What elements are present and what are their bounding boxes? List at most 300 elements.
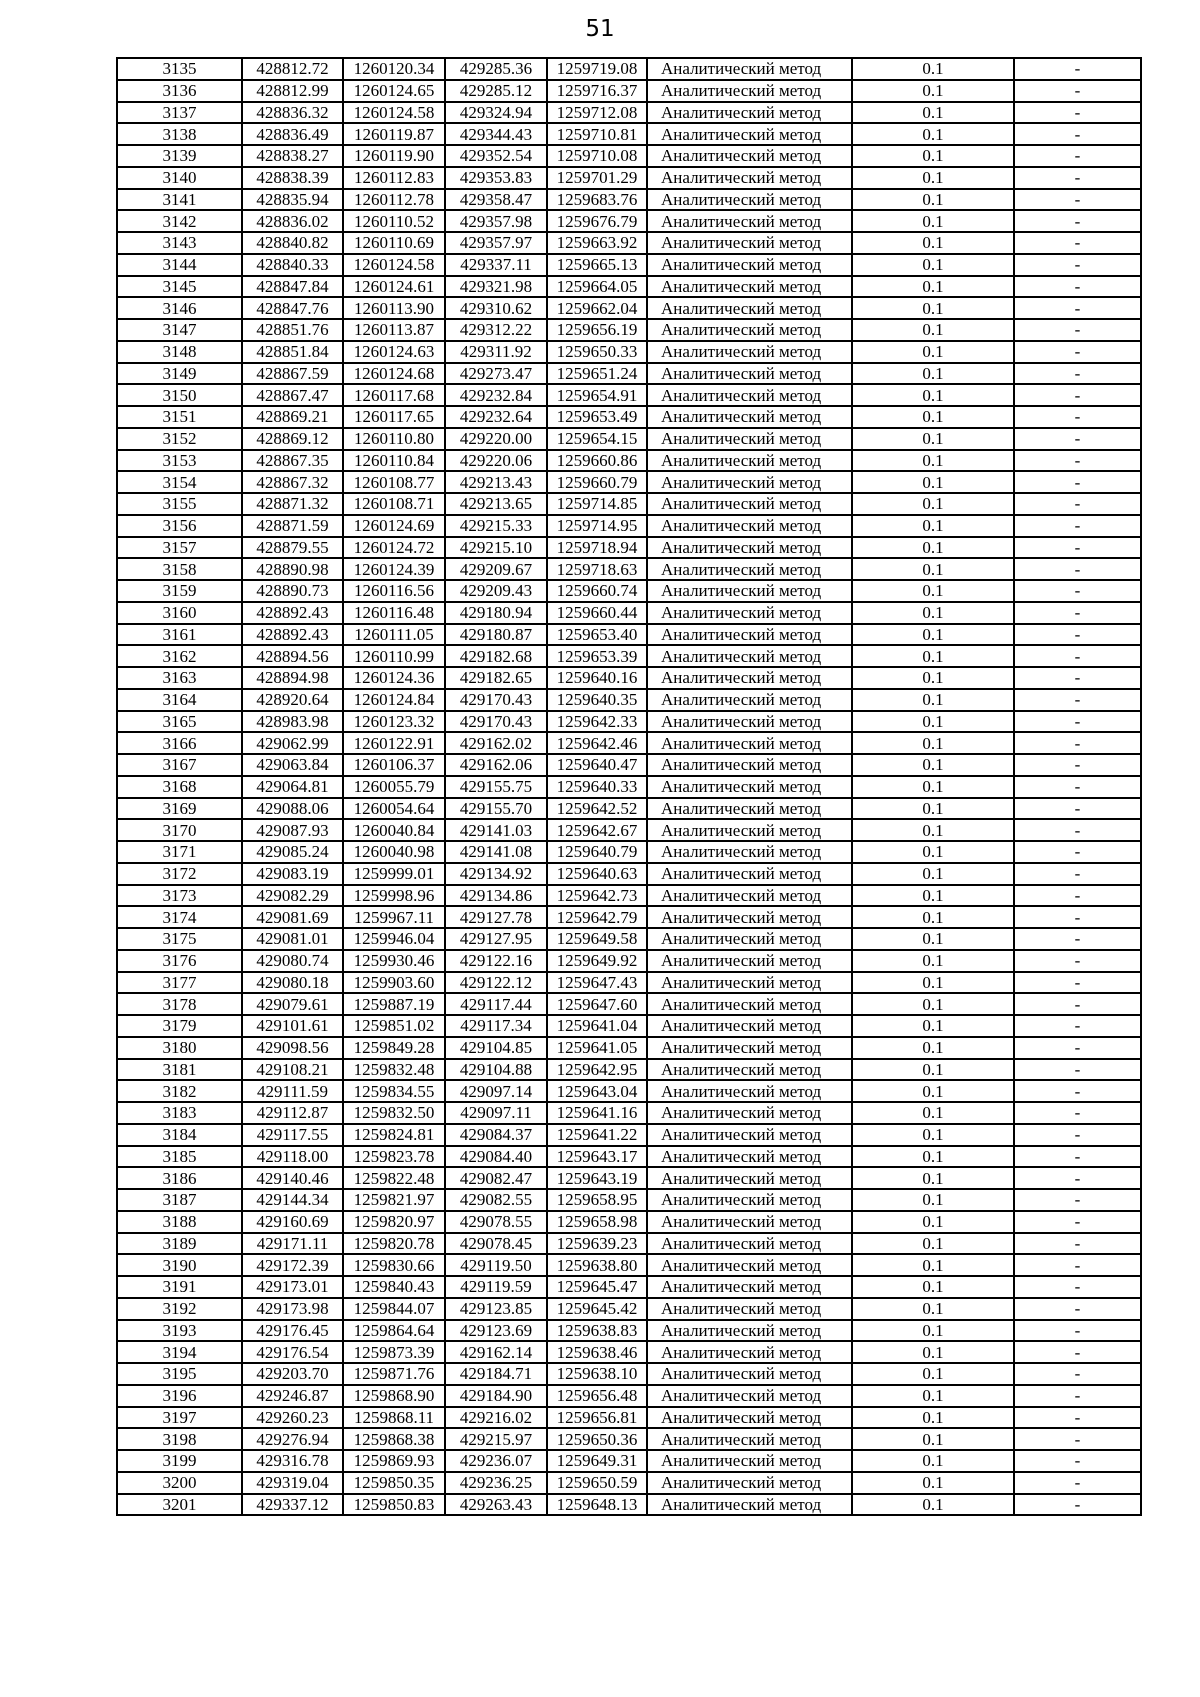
x1-cell: 429085.24 [242, 841, 343, 863]
y2-cell: 1259641.04 [547, 1015, 647, 1037]
y2-cell: 1259647.43 [547, 972, 647, 994]
accuracy-cell: 0.1 [852, 841, 1014, 863]
y2-cell: 1259653.39 [547, 645, 647, 667]
accuracy-cell: 0.1 [852, 1276, 1014, 1298]
x1-cell: 428890.73 [242, 580, 343, 602]
x1-cell: 429081.01 [242, 928, 343, 950]
y1-cell: 1260124.84 [343, 689, 445, 711]
table-row [117, 1407, 1141, 1429]
y2-cell: 1259654.91 [547, 384, 647, 406]
accuracy-cell: 0.1 [852, 1211, 1014, 1233]
method-cell: Аналитический метод [647, 1167, 852, 1189]
accuracy-cell: 0.1 [852, 667, 1014, 689]
y2-cell: 1259719.08 [547, 58, 647, 80]
y2-cell: 1259641.16 [547, 1102, 647, 1124]
x2-cell: 429209.43 [445, 580, 547, 602]
x1-cell: 429171.11 [242, 1233, 343, 1255]
x2-cell: 429353.83 [445, 167, 547, 189]
table-row [117, 189, 1141, 211]
x1-cell: 429064.81 [242, 776, 343, 798]
point-number-cell: 3177 [117, 972, 242, 994]
x2-cell: 429209.67 [445, 558, 547, 580]
note-cell: - [1014, 167, 1141, 189]
x2-cell: 429127.78 [445, 906, 547, 928]
method-cell: Аналитический метод [647, 645, 852, 667]
note-cell: - [1014, 384, 1141, 406]
accuracy-cell: 0.1 [852, 80, 1014, 102]
point-number-cell: 3159 [117, 580, 242, 602]
accuracy-cell: 0.1 [852, 754, 1014, 776]
note-cell: - [1014, 624, 1141, 646]
x2-cell: 429216.02 [445, 1407, 547, 1429]
point-number-cell: 3148 [117, 341, 242, 363]
y2-cell: 1259660.44 [547, 602, 647, 624]
method-cell: Аналитический метод [647, 776, 852, 798]
x2-cell: 429344.43 [445, 123, 547, 145]
accuracy-cell: 0.1 [852, 428, 1014, 450]
note-cell: - [1014, 776, 1141, 798]
method-cell: Аналитический метод [647, 1276, 852, 1298]
y2-cell: 1259648.13 [547, 1494, 647, 1516]
method-cell: Аналитический метод [647, 885, 852, 907]
point-number-cell: 3197 [117, 1407, 242, 1429]
accuracy-cell: 0.1 [852, 1080, 1014, 1102]
accuracy-cell: 0.1 [852, 776, 1014, 798]
y1-cell: 1259830.66 [343, 1254, 445, 1276]
point-number-cell: 3163 [117, 667, 242, 689]
y1-cell: 1259820.97 [343, 1211, 445, 1233]
y1-cell: 1260116.48 [343, 602, 445, 624]
point-number-cell: 3170 [117, 819, 242, 841]
x2-cell: 429180.87 [445, 624, 547, 646]
table-row [117, 819, 1141, 841]
table-row [117, 1320, 1141, 1342]
x1-cell: 428847.76 [242, 297, 343, 319]
table-row [117, 732, 1141, 754]
x1-cell: 428871.59 [242, 515, 343, 537]
note-cell: - [1014, 1472, 1141, 1494]
method-cell: Аналитический метод [647, 1015, 852, 1037]
x2-cell: 429337.11 [445, 254, 547, 276]
y2-cell: 1259650.59 [547, 1472, 647, 1494]
y1-cell: 1260117.65 [343, 406, 445, 428]
y2-cell: 1259638.46 [547, 1341, 647, 1363]
table-row [117, 1276, 1141, 1298]
table-row [117, 1124, 1141, 1146]
table-row [117, 1102, 1141, 1124]
point-number-cell: 3194 [117, 1341, 242, 1363]
y2-cell: 1259640.16 [547, 667, 647, 689]
y2-cell: 1259640.33 [547, 776, 647, 798]
y2-cell: 1259649.58 [547, 928, 647, 950]
note-cell: - [1014, 123, 1141, 145]
point-number-cell: 3184 [117, 1124, 242, 1146]
note-cell: - [1014, 689, 1141, 711]
note-cell: - [1014, 1428, 1141, 1450]
note-cell: - [1014, 1407, 1141, 1429]
y1-cell: 1260122.91 [343, 732, 445, 754]
y1-cell: 1259832.50 [343, 1102, 445, 1124]
x1-cell: 429087.93 [242, 819, 343, 841]
accuracy-cell: 0.1 [852, 406, 1014, 428]
note-cell: - [1014, 406, 1141, 428]
x2-cell: 429232.64 [445, 406, 547, 428]
y1-cell: 1260119.87 [343, 123, 445, 145]
x1-cell: 428838.39 [242, 167, 343, 189]
x1-cell: 429140.46 [242, 1167, 343, 1189]
y1-cell: 1259822.48 [343, 1167, 445, 1189]
x2-cell: 429119.59 [445, 1276, 547, 1298]
y1-cell: 1260108.71 [343, 493, 445, 515]
method-cell: Аналитический метод [647, 1102, 852, 1124]
x1-cell: 428894.56 [242, 645, 343, 667]
y2-cell: 1259656.81 [547, 1407, 647, 1429]
x1-cell: 429172.39 [242, 1254, 343, 1276]
x1-cell: 428894.98 [242, 667, 343, 689]
y1-cell: 1259967.11 [343, 906, 445, 928]
y2-cell: 1259640.79 [547, 841, 647, 863]
y1-cell: 1259873.39 [343, 1341, 445, 1363]
note-cell: - [1014, 645, 1141, 667]
point-number-cell: 3165 [117, 711, 242, 733]
table-row [117, 1298, 1141, 1320]
x1-cell: 428851.76 [242, 319, 343, 341]
table-row [117, 58, 1141, 80]
table-row [117, 102, 1141, 124]
y1-cell: 1259869.93 [343, 1450, 445, 1472]
accuracy-cell: 0.1 [852, 928, 1014, 950]
x2-cell: 429134.86 [445, 885, 547, 907]
x1-cell: 429176.45 [242, 1320, 343, 1342]
x1-cell: 428836.32 [242, 102, 343, 124]
y1-cell: 1259821.97 [343, 1189, 445, 1211]
x2-cell: 429084.40 [445, 1146, 547, 1168]
x1-cell: 428890.98 [242, 558, 343, 580]
y2-cell: 1259665.13 [547, 254, 647, 276]
note-cell: - [1014, 80, 1141, 102]
y2-cell: 1259642.52 [547, 798, 647, 820]
x1-cell: 428871.32 [242, 493, 343, 515]
point-number-cell: 3137 [117, 102, 242, 124]
y2-cell: 1259643.04 [547, 1080, 647, 1102]
method-cell: Аналитический метод [647, 667, 852, 689]
x2-cell: 429232.84 [445, 384, 547, 406]
y1-cell: 1259930.46 [343, 950, 445, 972]
y1-cell: 1259887.19 [343, 993, 445, 1015]
accuracy-cell: 0.1 [852, 276, 1014, 298]
note-cell: - [1014, 1015, 1141, 1037]
y1-cell: 1260124.68 [343, 363, 445, 385]
accuracy-cell: 0.1 [852, 1124, 1014, 1146]
y1-cell: 1260124.58 [343, 254, 445, 276]
accuracy-cell: 0.1 [852, 1494, 1014, 1516]
y2-cell: 1259718.63 [547, 558, 647, 580]
x1-cell: 428836.02 [242, 210, 343, 232]
x2-cell: 429122.16 [445, 950, 547, 972]
accuracy-cell: 0.1 [852, 863, 1014, 885]
y1-cell: 1260110.80 [343, 428, 445, 450]
point-number-cell: 3138 [117, 123, 242, 145]
y2-cell: 1259638.10 [547, 1363, 647, 1385]
note-cell: - [1014, 341, 1141, 363]
y1-cell: 1260124.72 [343, 537, 445, 559]
x1-cell: 429081.69 [242, 906, 343, 928]
y1-cell: 1259850.35 [343, 1472, 445, 1494]
y2-cell: 1259638.83 [547, 1320, 647, 1342]
x2-cell: 429352.54 [445, 145, 547, 167]
accuracy-cell: 0.1 [852, 1450, 1014, 1472]
note-cell: - [1014, 1450, 1141, 1472]
x1-cell: 428840.33 [242, 254, 343, 276]
note-cell: - [1014, 1298, 1141, 1320]
point-number-cell: 3181 [117, 1059, 242, 1081]
y2-cell: 1259676.79 [547, 210, 647, 232]
note-cell: - [1014, 1037, 1141, 1059]
method-cell: Аналитический метод [647, 928, 852, 950]
x2-cell: 429310.62 [445, 297, 547, 319]
table-row [117, 711, 1141, 733]
y1-cell: 1259864.64 [343, 1320, 445, 1342]
accuracy-cell: 0.1 [852, 515, 1014, 537]
x1-cell: 429144.34 [242, 1189, 343, 1211]
method-cell: Аналитический метод [647, 972, 852, 994]
table-row [117, 885, 1141, 907]
x2-cell: 429155.75 [445, 776, 547, 798]
y2-cell: 1259642.73 [547, 885, 647, 907]
note-cell: - [1014, 711, 1141, 733]
note-cell: - [1014, 319, 1141, 341]
accuracy-cell: 0.1 [852, 1059, 1014, 1081]
point-number-cell: 3179 [117, 1015, 242, 1037]
y1-cell: 1259823.78 [343, 1146, 445, 1168]
x2-cell: 429117.44 [445, 993, 547, 1015]
x1-cell: 429276.94 [242, 1428, 343, 1450]
x2-cell: 429170.43 [445, 711, 547, 733]
table-row [117, 276, 1141, 298]
method-cell: Аналитический метод [647, 384, 852, 406]
accuracy-cell: 0.1 [852, 798, 1014, 820]
y2-cell: 1259643.17 [547, 1146, 647, 1168]
coordinates-table [116, 57, 1142, 1516]
method-cell: Аналитический метод [647, 950, 852, 972]
y2-cell: 1259649.31 [547, 1450, 647, 1472]
x2-cell: 429358.47 [445, 189, 547, 211]
y1-cell: 1259998.96 [343, 885, 445, 907]
x2-cell: 429078.55 [445, 1211, 547, 1233]
table-row [117, 798, 1141, 820]
accuracy-cell: 0.1 [852, 1428, 1014, 1450]
method-cell: Аналитический метод [647, 1320, 852, 1342]
point-number-cell: 3182 [117, 1080, 242, 1102]
y2-cell: 1259712.08 [547, 102, 647, 124]
x2-cell: 429357.98 [445, 210, 547, 232]
y2-cell: 1259649.92 [547, 950, 647, 972]
accuracy-cell: 0.1 [852, 341, 1014, 363]
note-cell: - [1014, 471, 1141, 493]
table-row [117, 1167, 1141, 1189]
y1-cell: 1260112.78 [343, 189, 445, 211]
method-cell: Аналитический метод [647, 732, 852, 754]
y2-cell: 1259716.37 [547, 80, 647, 102]
accuracy-cell: 0.1 [852, 1385, 1014, 1407]
note-cell: - [1014, 993, 1141, 1015]
x2-cell: 429220.06 [445, 450, 547, 472]
method-cell: Аналитический метод [647, 1233, 852, 1255]
table-row [117, 841, 1141, 863]
y2-cell: 1259643.19 [547, 1167, 647, 1189]
method-cell: Аналитический метод [647, 1211, 852, 1233]
accuracy-cell: 0.1 [852, 689, 1014, 711]
note-cell: - [1014, 1102, 1141, 1124]
x2-cell: 429236.25 [445, 1472, 547, 1494]
y2-cell: 1259656.48 [547, 1385, 647, 1407]
y2-cell: 1259642.67 [547, 819, 647, 841]
y1-cell: 1259844.07 [343, 1298, 445, 1320]
accuracy-cell: 0.1 [852, 363, 1014, 385]
accuracy-cell: 0.1 [852, 1407, 1014, 1429]
x1-cell: 428812.99 [242, 80, 343, 102]
y1-cell: 1260123.32 [343, 711, 445, 733]
table-row [117, 1385, 1141, 1407]
y1-cell: 1260040.98 [343, 841, 445, 863]
point-number-cell: 3183 [117, 1102, 242, 1124]
y2-cell: 1259642.95 [547, 1059, 647, 1081]
x2-cell: 429123.85 [445, 1298, 547, 1320]
point-number-cell: 3189 [117, 1233, 242, 1255]
x1-cell: 428920.64 [242, 689, 343, 711]
table-row [117, 80, 1141, 102]
note-cell: - [1014, 1494, 1141, 1516]
table-row [117, 972, 1141, 994]
point-number-cell: 3144 [117, 254, 242, 276]
y2-cell: 1259662.04 [547, 297, 647, 319]
x2-cell: 429215.10 [445, 537, 547, 559]
note-cell: - [1014, 189, 1141, 211]
table-row [117, 450, 1141, 472]
accuracy-cell: 0.1 [852, 471, 1014, 493]
y2-cell: 1259710.81 [547, 123, 647, 145]
note-cell: - [1014, 102, 1141, 124]
accuracy-cell: 0.1 [852, 1298, 1014, 1320]
table-row [117, 1189, 1141, 1211]
y1-cell: 1259903.60 [343, 972, 445, 994]
note-cell: - [1014, 863, 1141, 885]
y1-cell: 1260124.39 [343, 558, 445, 580]
method-cell: Аналитический метод [647, 624, 852, 646]
y2-cell: 1259658.95 [547, 1189, 647, 1211]
x2-cell: 429213.43 [445, 471, 547, 493]
x2-cell: 429078.45 [445, 1233, 547, 1255]
point-number-cell: 3147 [117, 319, 242, 341]
y1-cell: 1259851.02 [343, 1015, 445, 1037]
y2-cell: 1259653.40 [547, 624, 647, 646]
y2-cell: 1259654.15 [547, 428, 647, 450]
point-number-cell: 3198 [117, 1428, 242, 1450]
point-number-cell: 3152 [117, 428, 242, 450]
note-cell: - [1014, 1254, 1141, 1276]
x2-cell: 429311.92 [445, 341, 547, 363]
y2-cell: 1259664.05 [547, 276, 647, 298]
note-cell: - [1014, 1211, 1141, 1233]
method-cell: Аналитический метод [647, 1059, 852, 1081]
table-row [117, 1015, 1141, 1037]
point-number-cell: 3196 [117, 1385, 242, 1407]
x1-cell: 429063.84 [242, 754, 343, 776]
table-row [117, 1472, 1141, 1494]
y2-cell: 1259642.46 [547, 732, 647, 754]
note-cell: - [1014, 1146, 1141, 1168]
note-cell: - [1014, 363, 1141, 385]
x2-cell: 429127.95 [445, 928, 547, 950]
x1-cell: 428867.59 [242, 363, 343, 385]
method-cell: Аналитический метод [647, 906, 852, 928]
y1-cell: 1260113.87 [343, 319, 445, 341]
accuracy-cell: 0.1 [852, 145, 1014, 167]
note-cell: - [1014, 515, 1141, 537]
method-cell: Аналитический метод [647, 1189, 852, 1211]
method-cell: Аналитический метод [647, 80, 852, 102]
method-cell: Аналитический метод [647, 993, 852, 1015]
y2-cell: 1259683.76 [547, 189, 647, 211]
y1-cell: 1259832.48 [343, 1059, 445, 1081]
point-number-cell: 3154 [117, 471, 242, 493]
point-number-cell: 3201 [117, 1494, 242, 1516]
method-cell: Аналитический метод [647, 232, 852, 254]
note-cell: - [1014, 1341, 1141, 1363]
y2-cell: 1259647.60 [547, 993, 647, 1015]
method-cell: Аналитический метод [647, 450, 852, 472]
y2-cell: 1259663.92 [547, 232, 647, 254]
accuracy-cell: 0.1 [852, 1015, 1014, 1037]
y1-cell: 1260117.68 [343, 384, 445, 406]
point-number-cell: 3161 [117, 624, 242, 646]
accuracy-cell: 0.1 [852, 819, 1014, 841]
y1-cell: 1259868.38 [343, 1428, 445, 1450]
table-row [117, 1037, 1141, 1059]
method-cell: Аналитический метод [647, 210, 852, 232]
table-row [117, 1363, 1141, 1385]
method-cell: Аналитический метод [647, 1450, 852, 1472]
point-number-cell: 3191 [117, 1276, 242, 1298]
note-cell: - [1014, 1276, 1141, 1298]
table-body [117, 58, 1141, 1515]
x2-cell: 429184.71 [445, 1363, 547, 1385]
y1-cell: 1259824.81 [343, 1124, 445, 1146]
table-row [117, 1254, 1141, 1276]
y1-cell: 1260124.63 [343, 341, 445, 363]
x2-cell: 429321.98 [445, 276, 547, 298]
y1-cell: 1260110.99 [343, 645, 445, 667]
x2-cell: 429357.97 [445, 232, 547, 254]
point-number-cell: 3142 [117, 210, 242, 232]
x2-cell: 429182.68 [445, 645, 547, 667]
x1-cell: 429112.87 [242, 1102, 343, 1124]
y1-cell: 1260113.90 [343, 297, 445, 319]
note-cell: - [1014, 1189, 1141, 1211]
y2-cell: 1259653.49 [547, 406, 647, 428]
point-number-cell: 3156 [117, 515, 242, 537]
table-row [117, 754, 1141, 776]
method-cell: Аналитический метод [647, 1080, 852, 1102]
y1-cell: 1259868.11 [343, 1407, 445, 1429]
y2-cell: 1259658.98 [547, 1211, 647, 1233]
y1-cell: 1260110.69 [343, 232, 445, 254]
x1-cell: 428867.47 [242, 384, 343, 406]
point-number-cell: 3200 [117, 1472, 242, 1494]
y2-cell: 1259714.95 [547, 515, 647, 537]
table-row [117, 537, 1141, 559]
table-row [117, 319, 1141, 341]
